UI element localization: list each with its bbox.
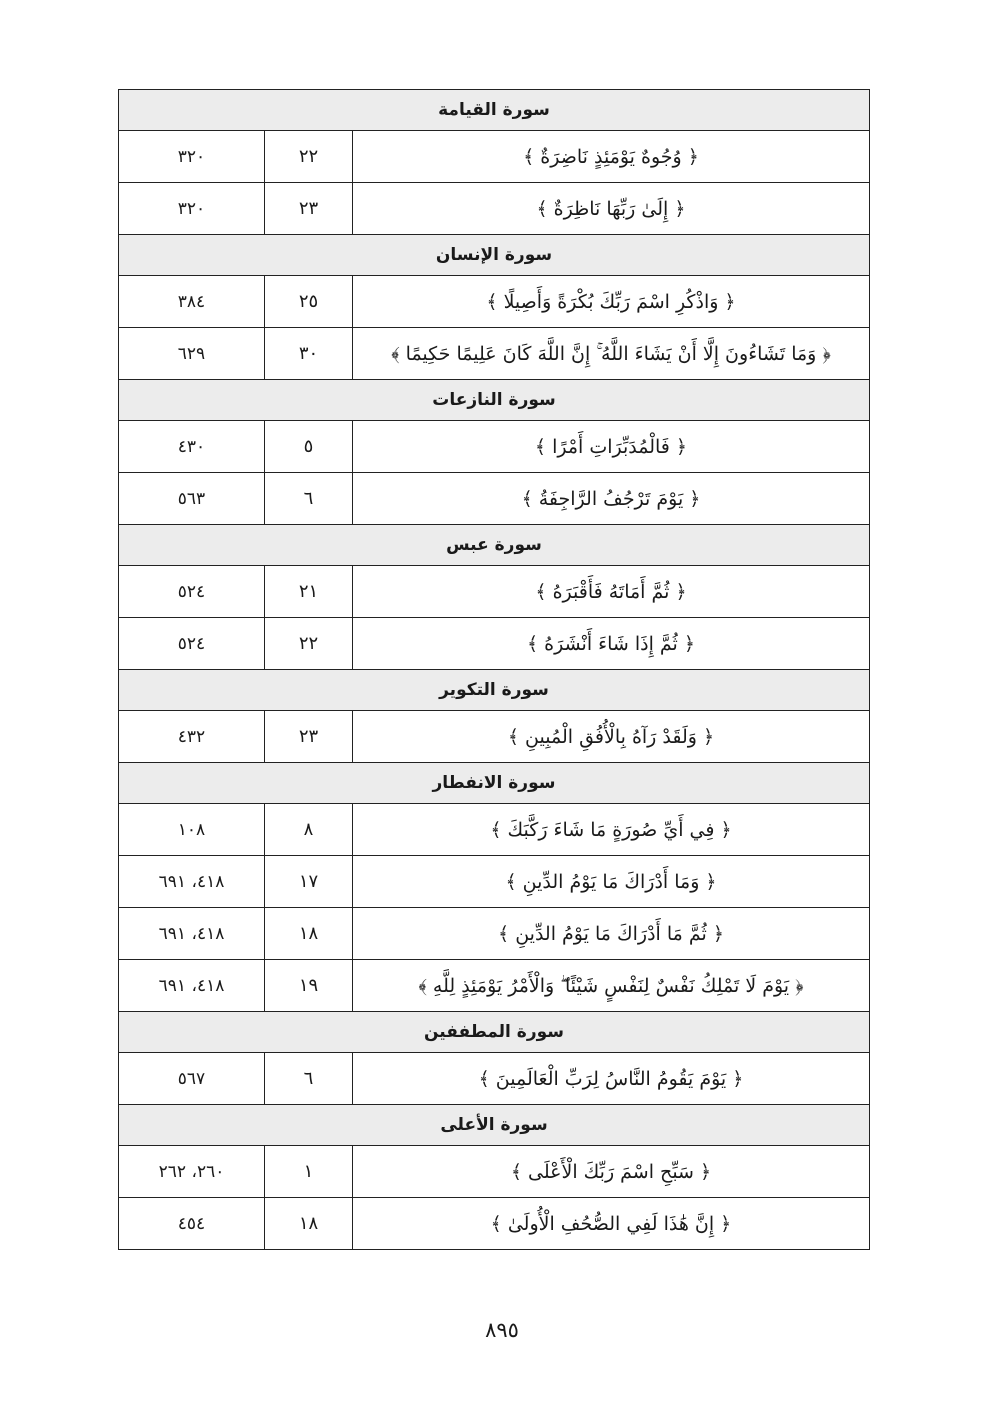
page-number: ٨٩٥ [485,1318,519,1342]
ayah-number: ٨ [265,804,353,856]
surah-title: سورة القيامة [119,90,870,131]
ayah-number: ٢٥ [265,276,353,328]
surah-title: سورة عبس [119,525,870,566]
verse-row [119,618,870,670]
verse-row [119,1146,870,1198]
surah-title: سورة الإنسان [119,235,870,276]
verse-index-table [118,89,870,1250]
verse-text: ﴿ ثُمَّ إِذَا شَاءَ أَنْشَرَهُ ﴾ [353,618,870,670]
surah-title: سورة الأعلى [119,1105,870,1146]
ayah-number: ١٨ [265,908,353,960]
verse-row [119,566,870,618]
verse-text: ﴿ وَمَا تَشَاءُونَ إِلَّا أَنْ يَشَاءَ اللَّهُ ۚ إِنَّ اللَّهَ كَانَ عَلِيمًا حَكِيمًا ﴾ [353,328,870,380]
verse-text: ﴿ إِلَىٰ رَبِّهَا نَاظِرَةٌ ﴾ [353,183,870,235]
ayah-number: ٦ [265,1053,353,1105]
verse-index-body [119,90,870,1250]
ayah-number: ٢٣ [265,183,353,235]
page-references: ٣٨٤ [119,276,265,328]
page-references: ٣٢٠ [119,131,265,183]
page-references: ٣٢٠ [119,183,265,235]
page-references: ٤٣٠ [119,421,265,473]
verse-text: ﴿ ثُمَّ أَمَاتَهُ فَأَقْبَرَهُ ﴾ [353,566,870,618]
verse-row [119,1198,870,1250]
verse-row [119,131,870,183]
ayah-number: ٦ [265,473,353,525]
verse-row [119,1053,870,1105]
ayah-number: ١٩ [265,960,353,1012]
surah-header-row [119,670,870,711]
page-references: ٤٣٢ [119,711,265,763]
verse-row [119,856,870,908]
surah-header-row [119,90,870,131]
verse-text: ﴿ وَلَقَدْ رَآهُ بِالْأُفُقِ الْمُبِينِ ﴾ [353,711,870,763]
ayah-number: ١ [265,1146,353,1198]
ayah-number: ٢٢ [265,131,353,183]
ayah-number: ٥ [265,421,353,473]
verse-text: ﴿ يَوْمَ يَقُومُ النَّاسُ لِرَبِّ الْعَالَمِينَ ﴾ [353,1053,870,1105]
verse-text: ﴿ يَوْمَ تَرْجُفُ الرَّاجِفَةُ ﴾ [353,473,870,525]
surah-title: سورة التكوير [119,670,870,711]
verse-row [119,183,870,235]
verse-text: ﴿ فِي أَيِّ صُورَةٍ مَا شَاءَ رَكَّبَكَ ﴾ [353,804,870,856]
verse-text: ﴿ يَوْمَ لَا تَمْلِكُ نَفْسٌ لِنَفْسٍ شَيْئًا ۖ وَالْأَمْرُ يَوْمَئِذٍ لِلَّهِ ﴾ [353,960,870,1012]
page-references: ٥٦٣ [119,473,265,525]
page-references: ٥٢٤ [119,618,265,670]
verse-text: ﴿ وَاذْكُرِ اسْمَ رَبِّكَ بُكْرَةً وَأَصِيلًا ﴾ [353,276,870,328]
verse-row [119,908,870,960]
ayah-number: ٢١ [265,566,353,618]
surah-header-row [119,763,870,804]
ayah-number: ٣٠ [265,328,353,380]
verse-row [119,421,870,473]
ayah-number: ٢٢ [265,618,353,670]
surah-header-row [119,1012,870,1053]
verse-row [119,276,870,328]
verse-row [119,960,870,1012]
verse-text: ﴿ إِنَّ هَٰذَا لَفِي الصُّحُفِ الْأُولَىٰ ﴾ [353,1198,870,1250]
page-references: ٥٦٧ [119,1053,265,1105]
verse-row [119,328,870,380]
surah-title: سورة الانفطار [119,763,870,804]
surah-header-row [119,1105,870,1146]
surah-header-row [119,380,870,421]
ayah-number: ١٨ [265,1198,353,1250]
page-references: ٤١٨، ٦٩١ [119,960,265,1012]
page-references: ٥٢٤ [119,566,265,618]
surah-header-row [119,525,870,566]
page-references: ٤٥٤ [119,1198,265,1250]
verse-text: ﴿ فَالْمُدَبِّرَاتِ أَمْرًا ﴾ [353,421,870,473]
verse-row [119,711,870,763]
verse-text: ﴿ سَبِّحِ اسْمَ رَبِّكَ الْأَعْلَى ﴾ [353,1146,870,1198]
surah-title: سورة النازعات [119,380,870,421]
surah-header-row [119,235,870,276]
ayah-number: ١٧ [265,856,353,908]
page-references: ٤١٨، ٦٩١ [119,856,265,908]
page-references: ٤١٨، ٦٩١ [119,908,265,960]
verse-text: ﴿ وَمَا أَدْرَاكَ مَا يَوْمُ الدِّينِ ﴾ [353,856,870,908]
surah-title: سورة المطففين [119,1012,870,1053]
verse-row [119,804,870,856]
verse-text: ﴿ وُجُوهٌ يَوْمَئِذٍ نَاضِرَةٌ ﴾ [353,131,870,183]
page-references: ٢٦٠، ٢٦٢ [119,1146,265,1198]
verse-row [119,473,870,525]
verse-text: ﴿ ثُمَّ مَا أَدْرَاكَ مَا يَوْمُ الدِّينِ ﴾ [353,908,870,960]
page-references: ١٠٨ [119,804,265,856]
ayah-number: ٢٣ [265,711,353,763]
page-references: ٦٢٩ [119,328,265,380]
